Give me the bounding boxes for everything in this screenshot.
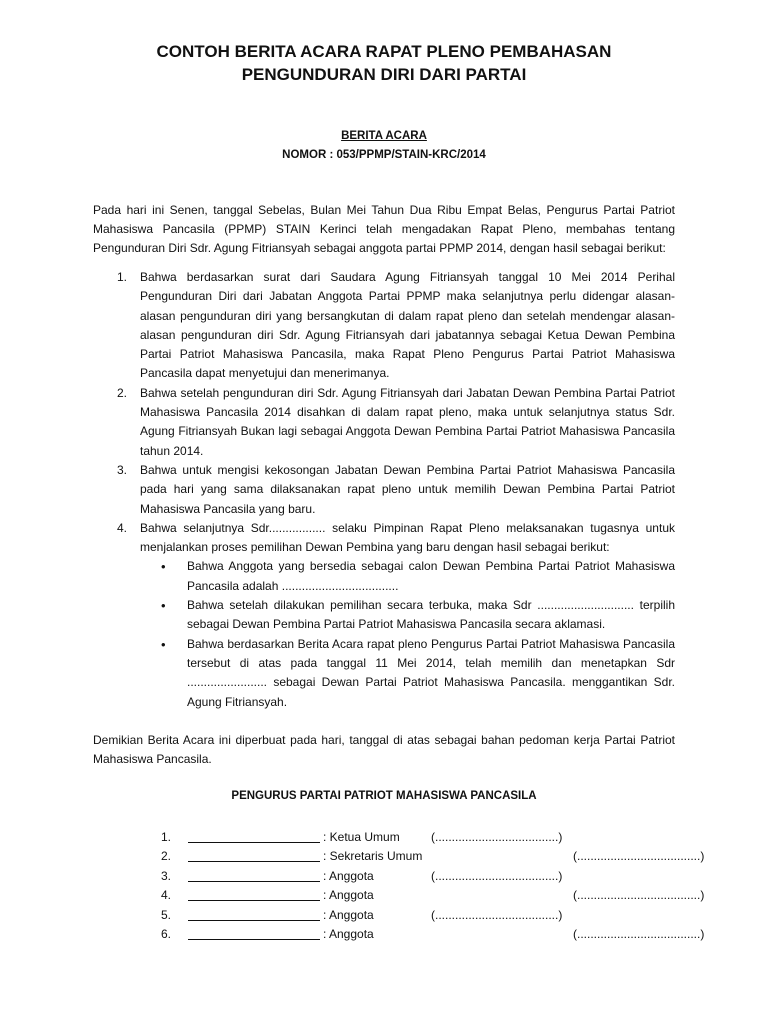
list-item-text: Bahwa untuk mengisi kekosongan Jabatan Dewan Pembina Partai Patriot Mahasiswa Pancasila pada hari yang sama dilaksanakan rapat pleno untuk memilih Dewan Pembina Partai Patriot Mahasiswa Pancasila yang baru. [140,462,675,516]
signature-paren: (.....................................) [431,868,563,883]
signature-role: : Anggota [323,868,374,883]
bullet-item [140,557,675,596]
bullet-icon: • [161,559,166,575]
list-item-text: Bahwa selanjutnya Sdr................. selaku Pimpinan Rapat Pleno melaksanakan tugasnya untuk menjalankan proses pemilihan Dewan Pembina yang baru dengan hasil sebagai berikut: [140,520,675,555]
organization-heading: PENGURUS PARTAI PATRIOT MAHASISWA PANCASILA [231,789,537,802]
document-title [93,40,675,86]
resolution-list [93,268,675,712]
bullet-icon: • [161,598,166,614]
list-item [93,519,675,712]
list-item [93,268,675,384]
list-item [93,461,675,519]
signature-paren: (.....................................) [431,829,563,844]
signature-role: : Anggota [323,927,374,942]
signature-list [93,828,705,945]
title-line-2: PENGUNDURAN DIRI DARI PARTAI [241,65,527,84]
bullet-icon: • [161,636,166,652]
closing-paragraph: Demikian Berita Acara ini diperbuat pada hari, tanggal di atas sebagai bahan pedoman kerja Partai Patriot Mahasiswa Pancasila. [93,732,675,766]
list-item-number: 4. [117,520,128,535]
signature-row [93,828,675,848]
signature-number: 3. [161,868,172,883]
bullet-text: Bahwa berdasarkan Berita Acara rapat pleno Pengurus Partai Patriot Mahasiswa Pancasila tersebut di atas pada tanggal 11 Mei 2014, telah memilih dan menetapkan Sdr ........................ sebagai Dewan Partai Patriot Mahasiswa Pancasila. menggantikan Sdr. Agung Fitriansyah. [187,636,675,709]
signature-role: : Anggota [323,907,374,922]
list-item-number: 3. [117,462,128,477]
signature-paren: (.....................................) [573,888,705,903]
list-item-text: Bahwa setelah pengunduran diri Sdr. Agung Fitriansyah dari Jabatan Dewan Pembina Partai Patriot Mahasiswa Pancasila 2014 disahkan di dalam rapat pleno, maka untuk selanjutnya status Sdr. Agung Fitriansyah Bukan lagi sebagai Anggota Dewan Pembina Partai Patriot Mahasiswa Pancasila tahun 2014. [140,385,675,458]
minutes-number: NOMOR : 053/PPMP/STAIN-KRC/2014 [282,149,486,161]
list-item-text: Bahwa berdasarkan surat dari Saudara Agung Fitriansyah tanggal 10 Mei 2014 Perihal Pengunduran Diri dari Jabatan Anggota Partai PPMP maka selanjutnya perlu didengar alasan-alasan pengunduran diri yang bersangkutan di dalam rapat pleno dan setelah mendengar alasan-alasan pengunduran diri Sdr. Agung Fitriansyah dari jabatannya sebagai Ketua Dewan Pembina Partai Patriot Mahasiswa Pancasila, maka Rapat Pleno Pengurus Partai Patriot Mahasiswa Pancasila dapat menyetujui dan menerimanya. [140,270,675,381]
minutes-heading: BERITA ACARA [341,130,427,142]
document-page [93,40,705,945]
signature-line [188,900,320,901]
bullet-text: Bahwa Anggota yang bersedia sebagai calon Dewan Pembina Partai Patriot Mahasiswa Pancasila adalah ................................... [187,559,675,593]
signature-paren: (.....................................) [573,849,705,864]
signature-paren: (.....................................) [431,907,563,922]
list-item-number: 1. [117,270,128,284]
signature-line [188,881,320,882]
intro-paragraph: Pada hari ini Senen, tanggal Sebelas, Bulan Mei Tahun Dua Ribu Empat Belas, Pengurus Partai Patriot Mahasiswa Pancasila (PPMP) STAIN Kerinci telah mengadakan Rapat Pleno, membahas tentang Pengunduran Diri Sdr. Agung Fitriansyah sebagai anggota partai PPMP 2014, dengan hasil sebagai berikut: [93,203,675,255]
signature-number: 2. [161,849,172,864]
signature-row [93,847,705,867]
signature-paren: (.....................................) [573,927,705,942]
bullet-item [140,635,675,712]
election-bullet-list [140,557,675,711]
signature-line [188,861,320,862]
signature-number: 1. [161,829,172,844]
signature-number: 5. [161,907,172,922]
bullet-text: Bahwa setelah dilakukan pemilihan secara terbuka, maka Sdr ............................. terpilih sebagai Dewan Pembina Partai Patriot Mahasiswa Pancasila secara aklamasi. [187,598,675,632]
signature-role: : Sekretaris Umum [323,849,423,864]
bullet-item [140,596,675,635]
signature-number: 4. [161,888,172,903]
signature-line [188,842,320,843]
signature-number: 6. [161,927,172,942]
signature-row [93,906,675,926]
signature-line [188,939,320,940]
signature-role: : Anggota [323,888,374,903]
signature-row [93,867,675,887]
signature-line [188,920,320,921]
title-line-1: CONTOH BERITA ACARA RAPAT PLENO PEMBAHASAN [156,42,612,61]
signature-row [93,925,705,945]
signature-role: : Ketua Umum [323,829,400,844]
list-item-number: 2. [117,385,128,400]
list-item [93,384,675,461]
signature-row [93,886,705,906]
